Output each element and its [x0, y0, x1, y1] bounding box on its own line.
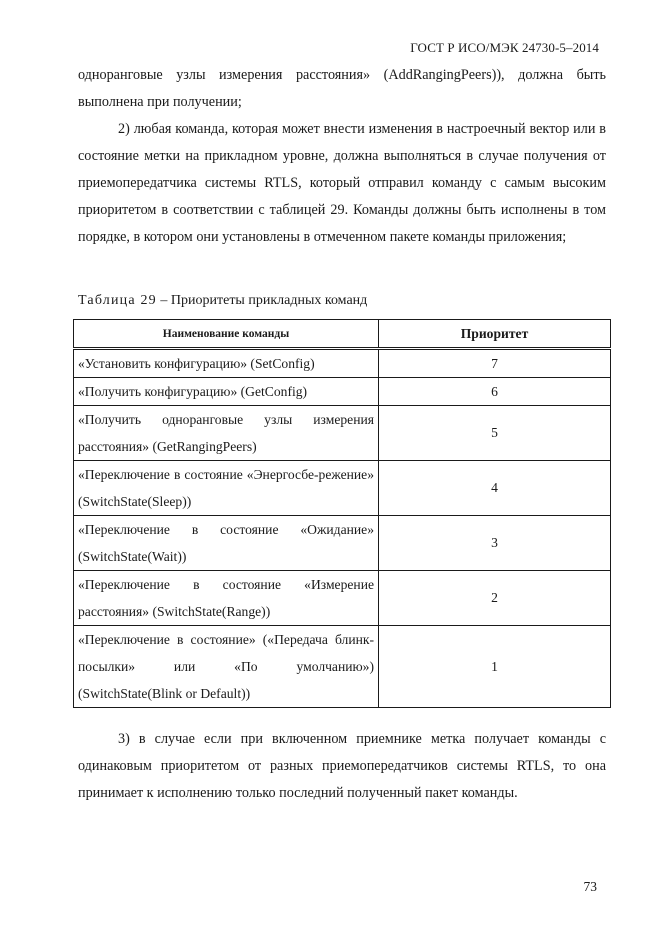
table-row [74, 516, 611, 571]
table-caption [78, 293, 367, 309]
command-name-cell: «Получить конфигурацию» (GetConfig) [74, 378, 379, 406]
priority-cell: 7 [379, 349, 611, 378]
priority-cell: 3 [379, 516, 611, 571]
command-name-cell: «Получить одноранговые узлы измерения расстояния» (GetRangingPeers) [74, 406, 379, 461]
table-row [74, 378, 611, 406]
priority-cell: 1 [379, 626, 611, 708]
page-number: 73 [583, 879, 597, 894]
table-header-row [74, 320, 611, 349]
priority-cell: 5 [379, 406, 611, 461]
running-header: ГОСТ Р ИСО/МЭК 24730-5–2014 [410, 40, 599, 55]
command-name-cell: «Переключение в состояние «Измерение расстояния» (SwitchState(Range)) [74, 571, 379, 626]
command-priority-table [73, 319, 611, 708]
table-caption-label: Таблица 29 [78, 293, 157, 308]
table-row [74, 349, 611, 378]
paragraph-item-3: 3) в случае если при включенном приемнике метка получает команды с одинаковым приоритетом от разных приемопередатчиков системы RTLS, то она принимает к исполнению только последний полученный пакет команды. [78, 731, 606, 801]
table-row [74, 571, 611, 626]
paragraph-item-2: 2) любая команда, которая может внести изменения в настроечный вектор или в состояние метки на прикладном уровне, должна выполняться в случае получения от приемопередатчика системы RTLS, который отправил команду с самым высоким приоритетом в соответствии с таблицей 29. Команды должны быть исполнены в том порядке, в котором они установлены в отмеченном пакете команды приложения; [78, 121, 606, 245]
paragraph-continuation: одноранговые узлы измерения расстояния» (AddRangingPeers)), должна быть выполнена при получении; [78, 67, 606, 110]
table-row [74, 626, 611, 708]
column-header-command: Наименование команды [74, 320, 379, 349]
table-caption-text: – Приоритеты прикладных команд [156, 293, 368, 308]
command-name-cell: «Установить конфигурацию» (SetConfig) [74, 349, 379, 378]
command-name-cell: «Переключение в состояние» («Передача блинк-посылки» или «По умолчанию») (SwitchState(Blink or Default)) [74, 626, 379, 708]
column-header-priority: Приоритет [379, 320, 611, 349]
priority-cell: 6 [379, 378, 611, 406]
command-name-cell: «Переключение в состояние «Энергосбе-режение» (SwitchState(Sleep)) [74, 461, 379, 516]
priority-cell: 2 [379, 571, 611, 626]
command-name-cell: «Переключение в состояние «Ожидание» (SwitchState(Wait)) [74, 516, 379, 571]
priority-cell: 4 [379, 461, 611, 516]
table-row [74, 406, 611, 461]
table-row [74, 461, 611, 516]
